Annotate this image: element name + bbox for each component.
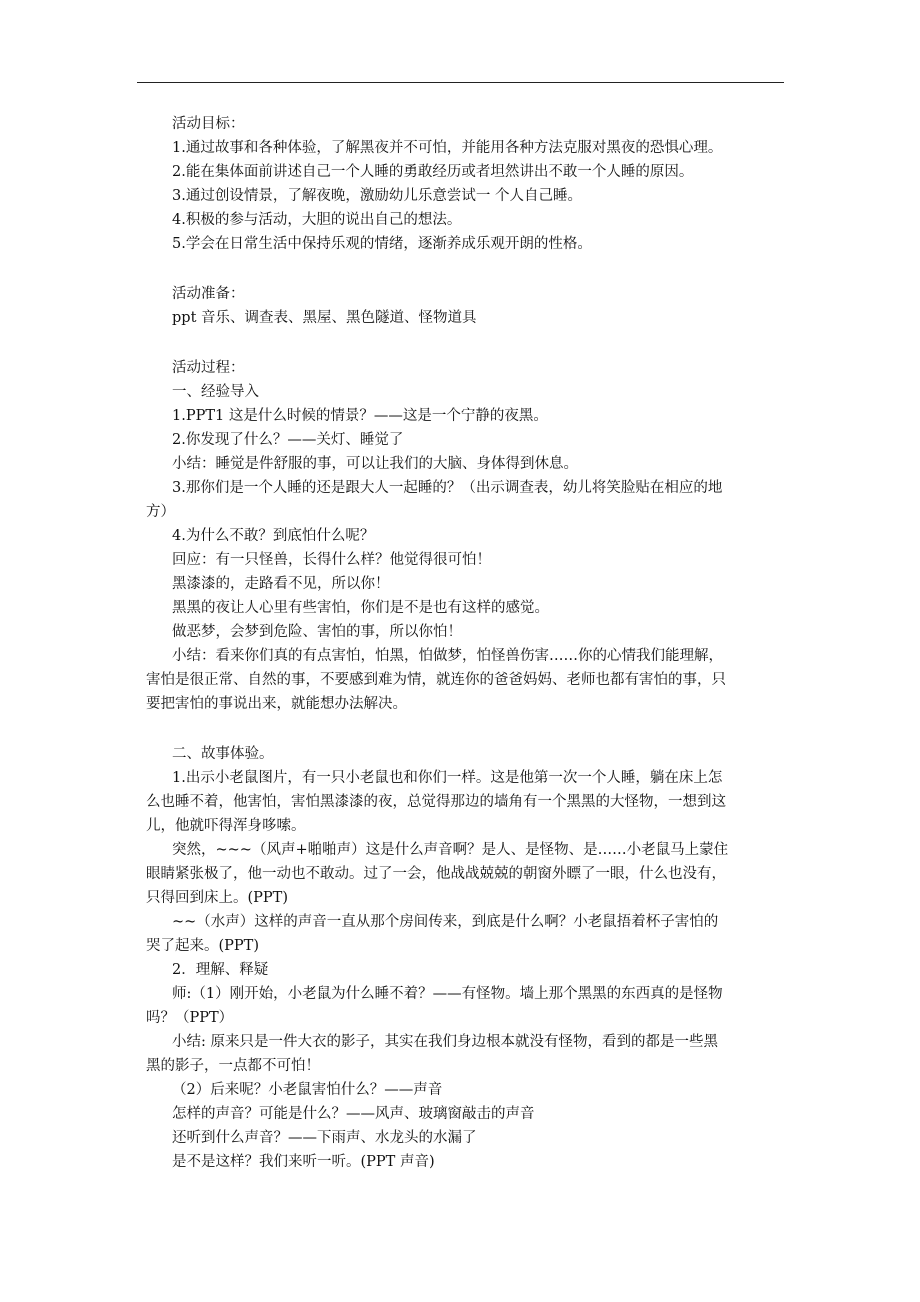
process-line: 黑黑的夜让人心里有些害怕，你们是不是也有这样的感觉。 xyxy=(172,600,549,616)
story-line: 眼睛紧张极了，他一动也不敢动。过了一会，他战战兢兢的朝窗外瞟了一眼，什么也没有， xyxy=(146,866,726,882)
goal-item-3: 3.通过创设情景，了解夜晚，激励幼儿乐意尝试一 个人自己睡。 xyxy=(172,188,582,204)
story-line: 么也睡不着，他害怕，害怕黑漆漆的夜，总觉得那边的墙角有一个黑黑的大怪物，一想到这 xyxy=(146,794,726,810)
story-line: 是不是这样？我们来听一听。(PPT 声音) xyxy=(172,1154,435,1170)
story-line: ~~（水声）这样的声音一直从那个房间传来，到底是什么啊？小老鼠捂着杯子害怕的 xyxy=(172,914,719,930)
process-line: 小结：看来你们真的有点害怕，怕黑，怕做梦，怕怪兽伤害……你的心情我们能理解， xyxy=(172,648,723,664)
story-line: 2．理解、释疑 xyxy=(172,962,269,978)
story-line: 师:（1）刚开始，小老鼠为什么睡不着？——有怪物。墙上那个黑黑的东西真的是怪物 xyxy=(172,986,723,1002)
goal-item-5: 5.学会在日常生活中保持乐观的情绪，逐渐养成乐观开朗的性格。 xyxy=(172,236,592,252)
story-line: 还听到什么声音？——下雨声、水龙头的水漏了 xyxy=(172,1130,477,1146)
goal-item-1: 1.通过故事和各种体验，了解黑夜并不可怕，并能用各种方法克服对黑夜的恐惧心理。 xyxy=(172,140,723,156)
process-line: 方） xyxy=(146,504,175,520)
section-heading-process: 活动过程： xyxy=(172,360,245,376)
process-line: 4.为什么不敢？到底怕什么呢？ xyxy=(172,528,375,544)
story-line: 小结: 原来只是一件大衣的影子，其实在我们身边根本就没有怪物，看到的都是一些黑 xyxy=(172,1034,718,1050)
story-line: 吗？（PPT） xyxy=(146,1010,234,1026)
process-line: 3.那你们是一个人睡的还是跟大人一起睡的？（出示调查表，幼儿将笑脸贴在相应的地 xyxy=(172,480,723,496)
preparation-materials: ppt 音乐、调查表、黑屋、黑色隧道、怪物道具 xyxy=(172,310,477,326)
process-line: 小结：睡觉是件舒服的事，可以让我们的大脑、身体得到休息。 xyxy=(172,456,578,472)
header-divider-line xyxy=(137,82,784,83)
goal-item-2: 2.能在集体面前讲述自己一个人睡的勇敢经历或者坦然讲出不敢一个人睡的原因。 xyxy=(172,164,694,180)
process-part-1-title: 一、经验导入 xyxy=(172,384,259,400)
process-line: 2.你发现了什么？——关灯、睡觉了 xyxy=(172,432,404,448)
story-line: 黑的影子，一点都不可怕！ xyxy=(146,1058,320,1074)
goal-item-4: 4.积极的参与活动，大胆的说出自己的想法。 xyxy=(172,212,462,228)
process-line: 1.PPT1 这是什么时候的情景？——这是一个宁静的夜黑。 xyxy=(172,408,548,424)
section-heading-preparation: 活动准备： xyxy=(172,286,245,302)
process-part-2-title: 二、故事体验。 xyxy=(172,746,274,762)
section-heading-goals: 活动目标： xyxy=(172,116,245,132)
story-line: 只得回到床上。(PPT) xyxy=(146,890,288,906)
story-line: 怎样的声音？可能是什么？——风声、玻璃窗敲击的声音 xyxy=(172,1106,535,1122)
story-line: 1.出示小老鼠图片，有一只小老鼠也和你们一样。这是他第一次一个人睡，躺在床上怎 xyxy=(172,770,723,786)
process-line: 黑漆漆的，走路看不见，所以你！ xyxy=(172,576,390,592)
story-line: （2）后来呢？小老鼠害怕什么？——声音 xyxy=(172,1082,443,1098)
story-line: 突然，~~~（风声+啪啪声）这是什么声音啊？是人、是怪物、是……小老鼠马上蒙住 xyxy=(172,842,729,858)
process-line: 回应：有一只怪兽，长得什么样？他觉得很可怕！ xyxy=(172,552,491,568)
process-line: 要把害怕的事说出来，就能想办法解决。 xyxy=(146,696,407,712)
process-line: 害怕是很正常、自然的事，不要感到难为情，就连你的爸爸妈妈、老师也都有害怕的事，只 xyxy=(146,672,726,688)
process-line: 做恶梦，会梦到危险、害怕的事，所以你怕！ xyxy=(172,624,462,640)
story-line: 哭了起来。(PPT) xyxy=(146,938,259,954)
story-line: 儿，他就吓得浑身哆嗦。 xyxy=(146,818,306,834)
